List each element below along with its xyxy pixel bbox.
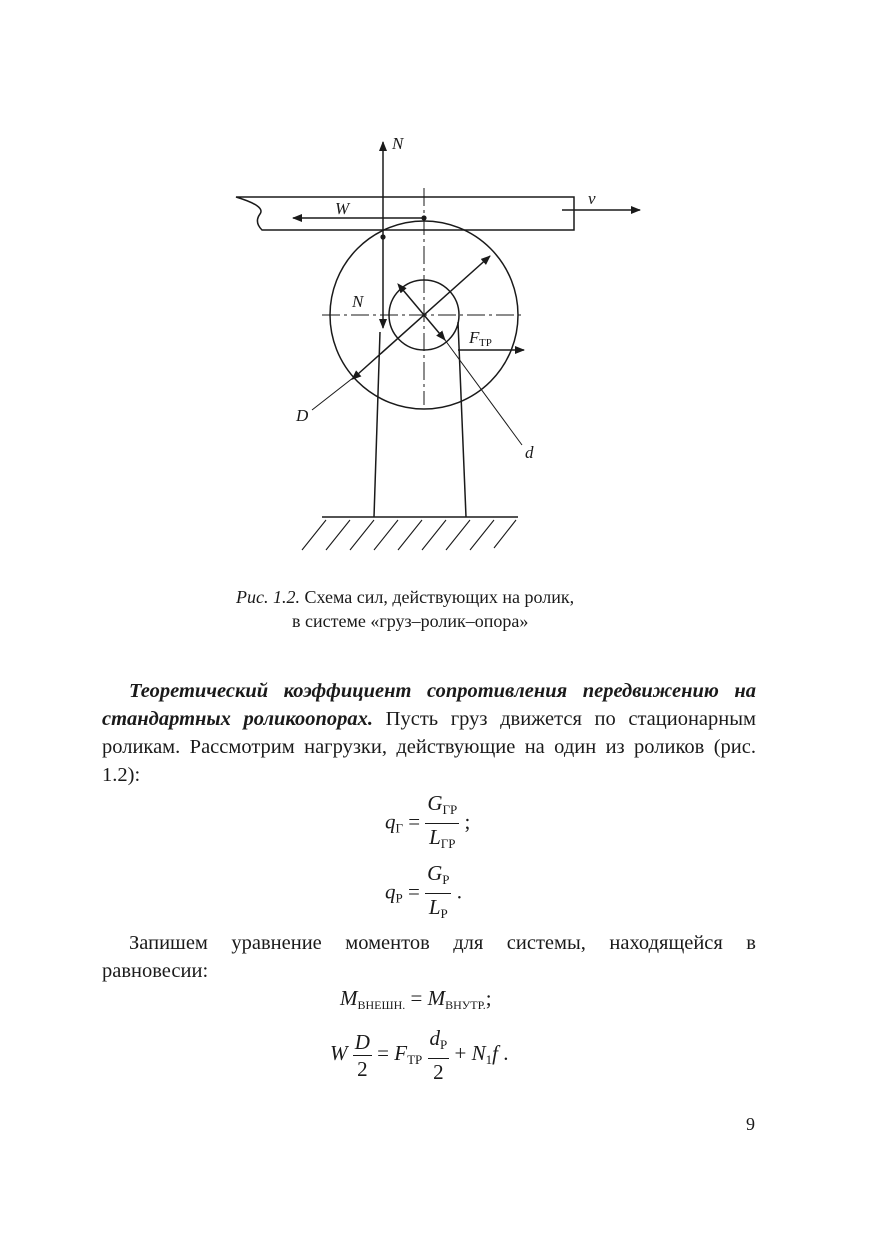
eq1-den: L bbox=[429, 825, 441, 849]
figure-roller-forces bbox=[0, 0, 875, 580]
eq4-n: N bbox=[471, 1040, 486, 1065]
eq2-den-sub: Р bbox=[440, 906, 448, 921]
eq4-fraction-dp bbox=[428, 1025, 450, 1085]
eq1-num-sub: ГР bbox=[442, 802, 458, 817]
page-number: 9 bbox=[746, 1114, 755, 1134]
eq2-num-sub: Р bbox=[442, 872, 450, 887]
paragraph-2: Запишем уравнение моментов для системы, находящейся в равновесии: bbox=[102, 932, 756, 982]
caption-line-1 bbox=[236, 585, 574, 609]
eq4-num1: D bbox=[354, 1029, 370, 1054]
label-n-top: N bbox=[392, 134, 404, 153]
eq2-end: . bbox=[451, 879, 462, 904]
eq3-m-int: M bbox=[427, 986, 446, 1010]
eq3-equals: = bbox=[405, 986, 428, 1010]
paragraph-1-text: Пусть груз движется по стационарным роликам. Рассмотрим нагрузки, действующие на один из роликов (рис. 1.2): bbox=[102, 708, 756, 786]
label-w: W bbox=[335, 199, 350, 218]
eq1-num: G bbox=[427, 791, 443, 815]
label-n-mid: N bbox=[352, 292, 364, 311]
equation-q-roller bbox=[385, 860, 462, 927]
equation-q-load bbox=[385, 790, 470, 857]
caption-line-2: в системе «груз–ролик–опора» bbox=[292, 611, 529, 631]
caption-text-1: Схема сил, действующих на ролик, bbox=[299, 587, 575, 607]
support-right-side bbox=[458, 322, 466, 517]
label-f: F bbox=[469, 328, 480, 347]
eq4-num2-sub: Р bbox=[440, 1037, 448, 1052]
roller-diagram bbox=[0, 0, 875, 580]
caption-prefix: Рис. 1.2. bbox=[236, 587, 300, 607]
eq4-end: . bbox=[497, 1040, 509, 1065]
eq1-end: ; bbox=[459, 809, 471, 834]
eq4-n-sub: 1 bbox=[485, 1051, 493, 1067]
label-f-sub: ТР bbox=[479, 337, 492, 349]
eq1-fraction bbox=[425, 790, 459, 857]
label-d-outer: D bbox=[296, 406, 309, 425]
eq1-lhs: q bbox=[385, 809, 396, 834]
eq4-equals: = bbox=[371, 1040, 395, 1065]
inner-diameter-leader bbox=[445, 340, 522, 445]
paragraph-heading: Теоретический коэффициент сопротивления передвижению на стандартных роликоопорах. bbox=[102, 680, 756, 730]
eq4-plus: + bbox=[449, 1040, 472, 1065]
eq3-end: ; bbox=[485, 986, 492, 1010]
eq4-den1: 2 bbox=[357, 1056, 368, 1081]
contact-point-left bbox=[380, 234, 385, 239]
load-belt bbox=[236, 197, 574, 230]
eq1-equals: = bbox=[403, 809, 426, 834]
label-d-inner: d bbox=[525, 443, 534, 462]
eq4-f: F bbox=[394, 1040, 408, 1065]
eq1-lhs-sub: Г bbox=[395, 820, 404, 836]
eq3-m-ext: M bbox=[340, 986, 358, 1010]
eq2-den: L bbox=[428, 895, 441, 919]
eq2-fraction bbox=[425, 860, 451, 927]
eq2-equals: = bbox=[402, 879, 426, 904]
eq4-f-sub: ТР bbox=[407, 1051, 423, 1067]
eq4-f-coef: f bbox=[492, 1040, 498, 1065]
eq2-lhs: q bbox=[385, 879, 396, 904]
ground-hatching bbox=[302, 520, 516, 550]
eq3-m-ext-sub: ВНЕШН. bbox=[357, 998, 406, 1012]
eq2-num: G bbox=[427, 861, 443, 885]
outer-diameter-leader bbox=[312, 374, 358, 410]
eq4-w: W bbox=[330, 1040, 348, 1065]
label-v: v bbox=[588, 189, 596, 208]
equation-balance bbox=[330, 1025, 508, 1085]
equation-moments bbox=[340, 986, 492, 1013]
eq3-m-int-sub: ВНУТР. bbox=[445, 998, 486, 1012]
contact-point-top bbox=[421, 215, 426, 220]
paragraph-1 bbox=[102, 677, 756, 789]
eq4-den2: 2 bbox=[433, 1060, 444, 1084]
eq4-fraction-d bbox=[353, 1029, 372, 1082]
eq2-lhs-sub: Р bbox=[395, 890, 403, 906]
eq1-den-sub: ГР bbox=[440, 836, 456, 851]
eq4-num2: d bbox=[429, 1026, 441, 1050]
